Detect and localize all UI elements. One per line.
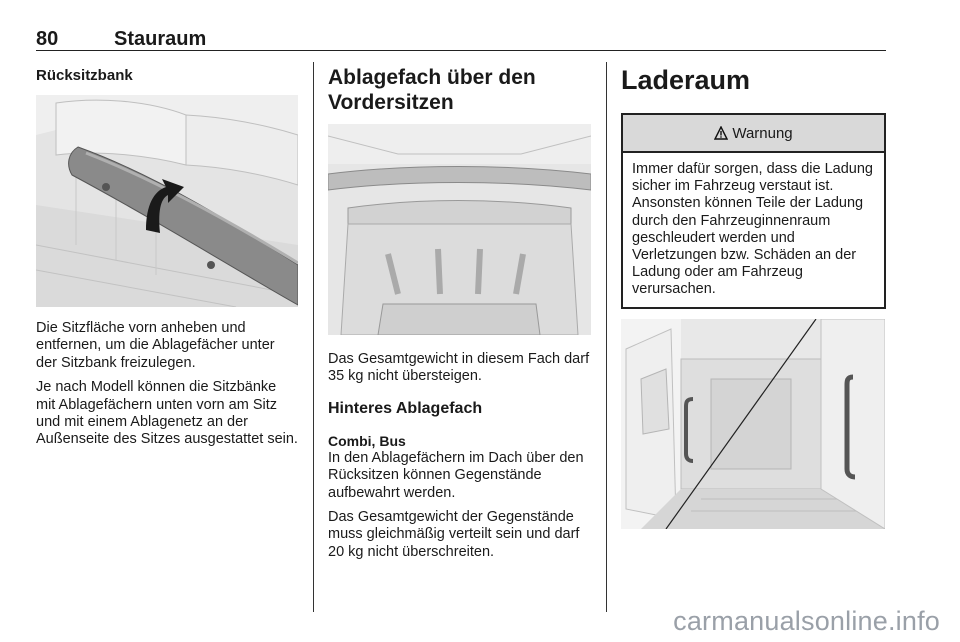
paragraph-overhead-weight: Das Gesamtgewicht in diesem Fach darf 35 kg nicht übersteigen. <box>328 351 590 385</box>
watermark: carmanualsonline.info <box>673 606 940 636</box>
paragraph-rear-storage-2: Das Gesamtgewicht der Gegenstände muss gleichmäßig verteilt sein und darf 20 kg nicht überschreiten. <box>328 509 580 560</box>
page-header <box>36 28 886 52</box>
section-heading-rear-seat: Rücksitzbank <box>36 67 133 84</box>
warning-box <box>621 113 886 309</box>
column-cargo-area <box>621 62 886 529</box>
subheading-combi-bus: Combi, Bus <box>328 432 406 449</box>
warning-body <box>623 153 884 307</box>
paragraph-rear-seat-2: Je nach Modell können die Sitzbänke mit Ablagefächern unten vorn am Sitz und mit einem Ablagenetz an der Außenseite des Sitzes ausgestattet sein. <box>36 379 298 448</box>
paragraph-rear-seat-1: Die Sitzfläche vorn anheben und entfernen, um die Ablagefächer unter der Sitzbank freizulegen. <box>36 320 275 371</box>
cargo-area-figure <box>621 319 885 529</box>
warning-header <box>623 115 884 153</box>
page-number: 80 <box>36 28 59 50</box>
column-divider-2 <box>606 62 607 612</box>
paragraph-rear-storage-1: In den Ablagefächern im Dach über den Rücksitzen können Gegenstände aufbewahrt werden. <box>328 449 584 501</box>
warning-text: Immer dafür sorgen, dass die Ladung sicher im Fahrzeug verstaut ist. Ansonsten können Teile der Ladung durch den Fahrzeuginnenraum geschleudert werden und Verletzungen bzw. Schäden an der Ladung oder am Fahrzeug verursachen. <box>632 161 873 298</box>
section-heading-cargo-area: Laderaum <box>621 65 751 95</box>
column-divider-1 <box>313 62 314 612</box>
rear-seat-figure <box>36 95 298 307</box>
column-overhead-storage <box>328 62 591 561</box>
chapter-title: Stauraum <box>114 28 207 50</box>
section-heading-overhead-storage: Ablagefach über den Vordersitzen <box>328 66 536 114</box>
subheading-rear-storage: Hinteres Ablagefach <box>328 399 483 417</box>
warning-title: Warnung <box>732 124 793 142</box>
warning-triangle-icon <box>714 126 728 140</box>
overhead-storage-figure <box>328 124 591 335</box>
header-rule <box>36 50 886 51</box>
column-rear-seat <box>36 62 298 449</box>
